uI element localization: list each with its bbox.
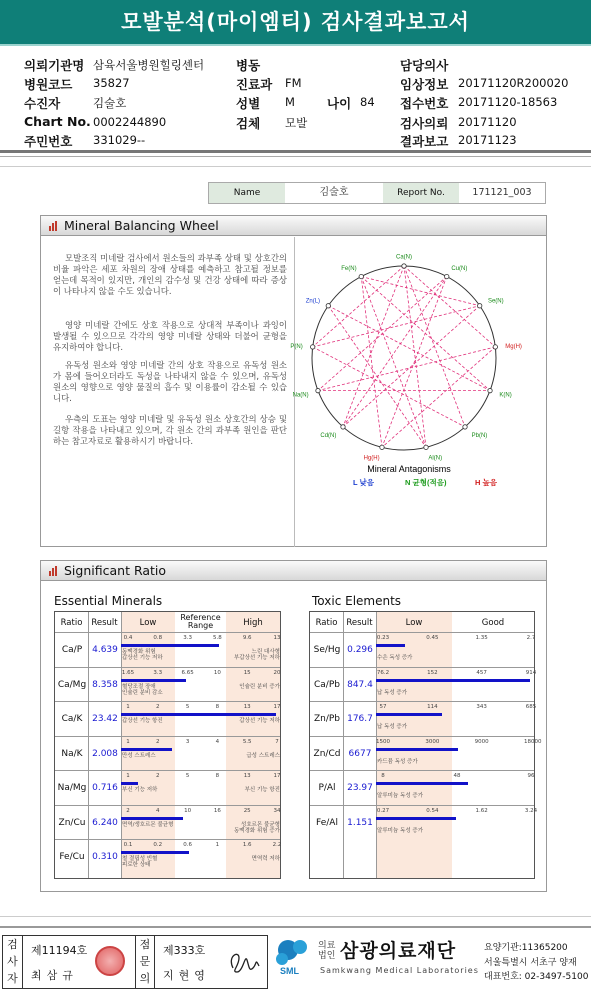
wheel-node [445,274,449,278]
field-value: M [285,95,295,109]
high-note: 느린 대사형 부갑상선 기능 저하 [233,649,280,661]
col-low: Low [139,618,157,628]
divider [0,150,591,153]
ratio-name: Ca/Pb [314,679,340,690]
low-note: 납 독성 증가 [377,724,408,730]
high-note: 인슐린 분비 증가 [239,683,280,690]
tick-label: 5 [185,704,190,710]
node-label: Hg(H) [363,455,380,462]
ratio-name: Fe/Al [316,817,338,828]
tick-label: 2 [156,773,160,779]
tick-label: 1 [126,773,130,779]
result-bar [376,713,442,716]
node-label: Al(N) [428,455,443,462]
ratio-name: P/Al [318,783,336,793]
description-paragraph: 모발조직 미네랄 검사에서 원소들의 과부족 상태 및 상호간의 비율 파악은 세포 차원의 장애 상태를 예측하고 참고될 정보를 얻는데 목적이 있지만, 개인의 감수성 및 건강 상태에 따라 증상이 나타나지 않을 수도 있습니다. [53,253,287,296]
tick-label: 914 [525,669,537,676]
tick-label: 1.35 [475,635,488,641]
ratio-result: 2.008 [92,748,118,759]
divider [0,926,591,928]
high-note: 성호르몬 불균형 동맥경화 위험 증가 [233,821,280,834]
node-label: Cu(N) [451,266,468,273]
tick-label: 0.54 [426,807,439,814]
wheel-caption: Mineral Antagonisms [367,464,451,474]
ratio-name: Na/K [61,748,83,759]
antagonism-link [382,277,447,448]
col-reference: Reference Range [180,613,221,630]
ratio-name: Ca/Mg [57,679,87,690]
wheel-node [402,264,406,268]
antagonism-link [361,277,490,391]
tick-label: 1500 [376,738,390,745]
field-value: 20171120 [458,115,517,129]
divider [310,701,534,702]
result-bar [376,679,530,682]
antagonism-link [343,277,447,427]
ratio-result: 0.716 [92,783,118,793]
field-label: 의뢰기관명 [24,58,85,73]
wheel-title: Mineral Balancing Wheel [64,218,219,233]
col-ratio: Ratio [60,618,83,628]
tick-label: 9.6 [242,635,252,641]
antagonism-link [313,306,480,347]
ratio-result: 6677 [348,748,372,759]
name-box [208,182,546,204]
tick-label: 3 [185,738,190,745]
legend-item: N 균형(적음) [405,478,447,487]
wheel-node [310,345,314,349]
name-value: 김술호 [319,187,349,198]
antagonism-link [404,266,468,427]
divider [55,667,280,668]
high-note: 부신 기능 항진 [244,787,280,793]
high-note: 면역력 저하 [251,856,280,862]
tick-label: 0.6 [183,842,192,848]
low-note: 동맥경화 위험 갑상선 기능 저하 [122,649,163,661]
low-note: 부신 기능 저하 [122,787,158,793]
divider [310,805,534,806]
legend-item: H 높음 [475,478,497,487]
org-prefix: 의료법인 [318,941,336,961]
toxic-table [309,611,542,879]
wheel-section-header [41,216,546,236]
ratio-result: 23.97 [347,783,373,793]
result-bar [376,817,456,820]
divider [55,839,280,840]
field-label: 접수번호 [400,96,449,111]
node-label: Cd(N) [320,432,337,439]
ratio-name: Ca/K [61,714,83,724]
tick-label: 20 [273,669,281,676]
result-bar [121,679,186,682]
ratio-name: Na/Mg [57,783,87,793]
low-note: 면역/생호르몬 불균형 [122,821,174,828]
tick-label: 8 [215,704,220,710]
tick-label: 0.23 [376,635,390,641]
tick-label: 8 [215,773,220,779]
field-label: Chart No. [24,114,91,129]
tick-label: 13 [273,635,281,641]
antagonism-link [328,306,490,391]
field-value: 331029-- [93,133,146,147]
tick-label: 1.6 [242,842,252,848]
high-note: 갑상선 기능 저하 [239,718,280,724]
antagonism-wheel [290,240,547,530]
signature [225,946,263,978]
tick-label: 3.24 [524,807,538,814]
low-note: 알루미늄 독성 증가 [377,827,424,834]
high-note: 급성 스트레스 [246,752,280,759]
seal-stamp [95,946,125,976]
tick-label: 13 [243,704,251,710]
description-paragraph: 영양 미네랄 간에도 상호 작용으로 상대적 부족이나 과잉이 발생될 수 있으므로 각각의 영양 미네랄 상태와 더불어 균형을 유지하여야 합니다. [53,320,287,352]
tick-label: 10 [184,807,192,814]
ratio-section-header [41,561,546,581]
chart-icon [49,566,59,576]
tick-label: 16 [213,807,221,814]
col-result: Result [346,618,373,628]
org-address: 서울특별시 서초구 양재 [484,958,577,968]
antagonism-link [361,277,426,448]
result-bar [121,782,138,785]
ratio-name: Ca/P [61,645,83,655]
svg-text:SML: SML [280,966,299,976]
specialist-name: 지현영 [163,969,210,982]
field-label: 진료과 [236,77,273,92]
tick-label: 0.45 [426,635,439,641]
tick-label: 13 [243,773,251,779]
ratio-result: 0.310 [92,852,118,862]
result-bar [121,644,219,647]
tick-label: 4 [156,807,160,814]
tick-label: 0.27 [376,807,390,814]
node-label: K(N) [499,392,512,399]
node-label: Pb(N) [471,432,488,439]
specialist-license: 제333호 [163,944,206,957]
wheel-node [488,388,492,392]
tick-label: 343 [476,704,487,710]
ratio-name: Zn/Pb [313,714,341,724]
ratio-result: 4.639 [92,645,118,655]
low-zone [376,612,452,878]
tick-label: 1 [215,842,220,848]
low-note: 수은 독성 증가 [377,655,413,661]
field-label: 병동 [236,58,261,73]
tick-label: 9000 [474,738,489,745]
tick-label: 114 [427,704,438,710]
tick-label: 5.8 [213,635,222,641]
tick-label: 76.2 [376,669,390,676]
org-code: 요양기관:11365200 [484,943,568,953]
tick-label: 17 [273,704,281,710]
field-value: 모발 [285,116,308,130]
field-value: 20171123 [458,133,517,147]
low-note: 철 결핍성 빈혈 피로한 상태 [122,856,158,868]
node-label: Fe(N) [341,266,357,273]
result-bar [376,748,458,751]
tick-label: 457 [476,669,487,676]
wheel-node [380,445,384,449]
tick-label: 1.65 [121,669,135,676]
result-bar [376,782,468,785]
tick-label: 2.2 [272,842,282,848]
node-label: Mg(H) [505,344,522,351]
divider [0,166,591,167]
tick-label: 5 [185,773,190,779]
ratio-result: 847.4 [347,679,373,690]
toxic-title: Toxic Elements [312,594,402,608]
tick-label: 96 [527,773,535,779]
field-label: 검사의뢰 [400,116,449,131]
field-label: 병원코드 [24,77,73,92]
antagonism-link [361,277,382,448]
org-english: Samkwang Medical Laboratories [320,966,479,975]
inspector-license: 제11194호 [31,944,88,957]
tick-label: 34 [273,807,281,814]
tick-label: 2 [156,704,160,710]
low-note: 카드뮴 독성 증가 [377,758,418,765]
ratio-section [40,560,547,892]
divider [55,701,280,702]
wheel-section [40,215,547,547]
field-label: 성별 [236,96,261,111]
org-phone: 대표번호: 02-3497-5100 [484,972,589,982]
tick-label: 2 [156,738,160,745]
description-paragraph: 유독성 원소와 영양 미네랄 간의 상호 작용으로 유독성 원소가 몸에 들어오더라도 독성을 나타내지 않을 수 있으며, 유독성 원소의 영향으로 영양 물질의 흡수 및 이용률이 감소될 수 있습니다. [53,360,287,403]
field-label: 담당의사 [400,58,449,73]
tick-label: 3000 [425,738,440,745]
divider [0,916,591,917]
field-label: 수진자 [24,96,61,111]
low-note: 혈당조절 장애 인슐린 분비 감소 [122,683,163,696]
tick-label: 6.65 [181,669,194,676]
tick-label: 57 [379,704,387,710]
node-label: Zn(L) [305,298,321,305]
wheel-node [493,345,497,349]
sml-logo [272,937,316,977]
tick-label: 152 [427,669,438,676]
essential-title: Essential Minerals [54,594,163,608]
wheel-node [463,425,467,429]
wheel-node [326,304,330,308]
wheel-node [316,388,320,392]
divider [55,632,280,633]
ratio-result: 6.240 [92,817,118,828]
tick-label: 3.3 [153,669,163,676]
divider [310,632,534,633]
tick-label: 7 [275,738,279,745]
field-value: 삼육서울병원힐링센터 [93,58,205,72]
wheel-node [341,425,345,429]
result-bar [121,748,172,751]
divider [0,156,591,157]
wheel-circle [312,266,496,450]
tick-label: 5.5 [242,738,252,745]
field-value: 김술호 [93,96,127,110]
antagonism-link [313,347,465,427]
field-value: FM [285,76,302,90]
result-bar [121,851,189,854]
ratio-name: Zn/Cu [58,817,86,828]
low-note: 만성 스트레스 [122,752,156,759]
specialist-label: 점문의 [135,936,155,988]
name-label: Name [209,183,285,203]
node-label: Ca(N) [396,254,412,261]
tick-label: 4 [215,738,220,745]
ratio-result: 23.42 [92,714,118,724]
ratio-title: Significant Ratio [64,563,167,578]
antagonism-link [318,277,447,391]
tick-label: 3.3 [183,635,192,641]
ratio-result: 1.151 [347,817,373,828]
result-bar [376,644,405,647]
ratio-result: 0.296 [347,645,373,655]
ratio-name: Zn/Cd [313,748,341,759]
tick-label: 2 [126,807,130,814]
tick-label: 8 [381,773,385,779]
field-value: 20171120R200020 [458,76,569,90]
field-label: 임상정보 [400,77,449,92]
tick-label: 1 [126,738,130,745]
divider [310,736,534,737]
age-label: 나이 [327,96,352,111]
tick-label: 0.4 [123,635,133,641]
field-value: 20171120-18563 [458,95,558,109]
ratio-result: 8.358 [92,679,118,690]
divider [310,667,534,668]
essential-table [54,611,281,879]
tick-label: 10 [213,669,221,676]
ratio-name: Fe/Cu [59,852,85,862]
org-name: 삼광의료재단 [340,940,457,962]
report-value: 171121_003 [472,187,532,198]
ratio-name: Se/Hg [313,645,341,655]
tick-label: 1 [126,704,130,710]
result-bar [121,713,276,716]
col-result: Result [91,618,118,628]
field-value: 35827 [93,76,130,90]
chart-icon [49,221,59,231]
tick-label: 0.2 [153,842,163,848]
report-title: 모발분석(마이엠티) 검사결과보고서 [0,0,591,46]
tick-label: 17 [273,773,281,779]
tick-label: 685 [525,704,537,710]
ratio-result: 176.7 [347,714,373,724]
field-label: 검체 [236,116,261,131]
field-label: 주민번호 [24,134,73,149]
field-value: 0002244890 [93,115,167,129]
tick-label: 0.1 [123,842,133,848]
col-ratio: Ratio [315,618,338,628]
age-value: 84 [360,95,375,109]
divider [55,770,280,771]
col-high: High [243,618,263,628]
node-label: Na(N) [292,392,309,399]
tick-label: 25 [243,807,251,814]
divider [55,805,280,806]
wheel-node [424,445,428,449]
col-good: Good [481,618,505,628]
node-label: P(N) [290,344,303,351]
result-bar [121,817,183,820]
divider [55,736,280,737]
inspector-name: 최삼규 [31,969,78,982]
low-note: 갑상선 기능 항진 [122,718,163,724]
node-label: Se(N) [487,298,504,305]
col-low: Low [405,618,423,628]
low-note: 알루미늄 독성 증가 [377,793,424,799]
tick-label: 15 [243,669,251,676]
description-paragraph: 우측의 도표는 영양 미네랄 및 유독성 원소 상호간의 상승 및 길항 작용을 나타내고 있으며, 각 원소 간의 과부족 원인을 판단하는 참고자료로 활용하시기 바랍니다. [53,414,287,446]
low-note: 납 독성 증가 [377,689,408,696]
signature-box [2,935,268,989]
tick-label: 18000 [524,738,542,745]
tick-label: 48 [453,773,461,779]
wheel-node [478,304,482,308]
wheel-node [359,274,363,278]
inspector-label: 검사자 [3,936,23,988]
legend-item: L 낮음 [353,478,375,487]
field-label: 결과보고 [400,134,449,149]
tick-label: 2.7 [526,635,536,641]
tick-label: 0.8 [153,635,163,641]
report-label: Report No. [383,183,459,203]
tick-label: 1.62 [475,807,488,814]
antagonism-link [318,347,495,391]
divider [310,770,534,771]
